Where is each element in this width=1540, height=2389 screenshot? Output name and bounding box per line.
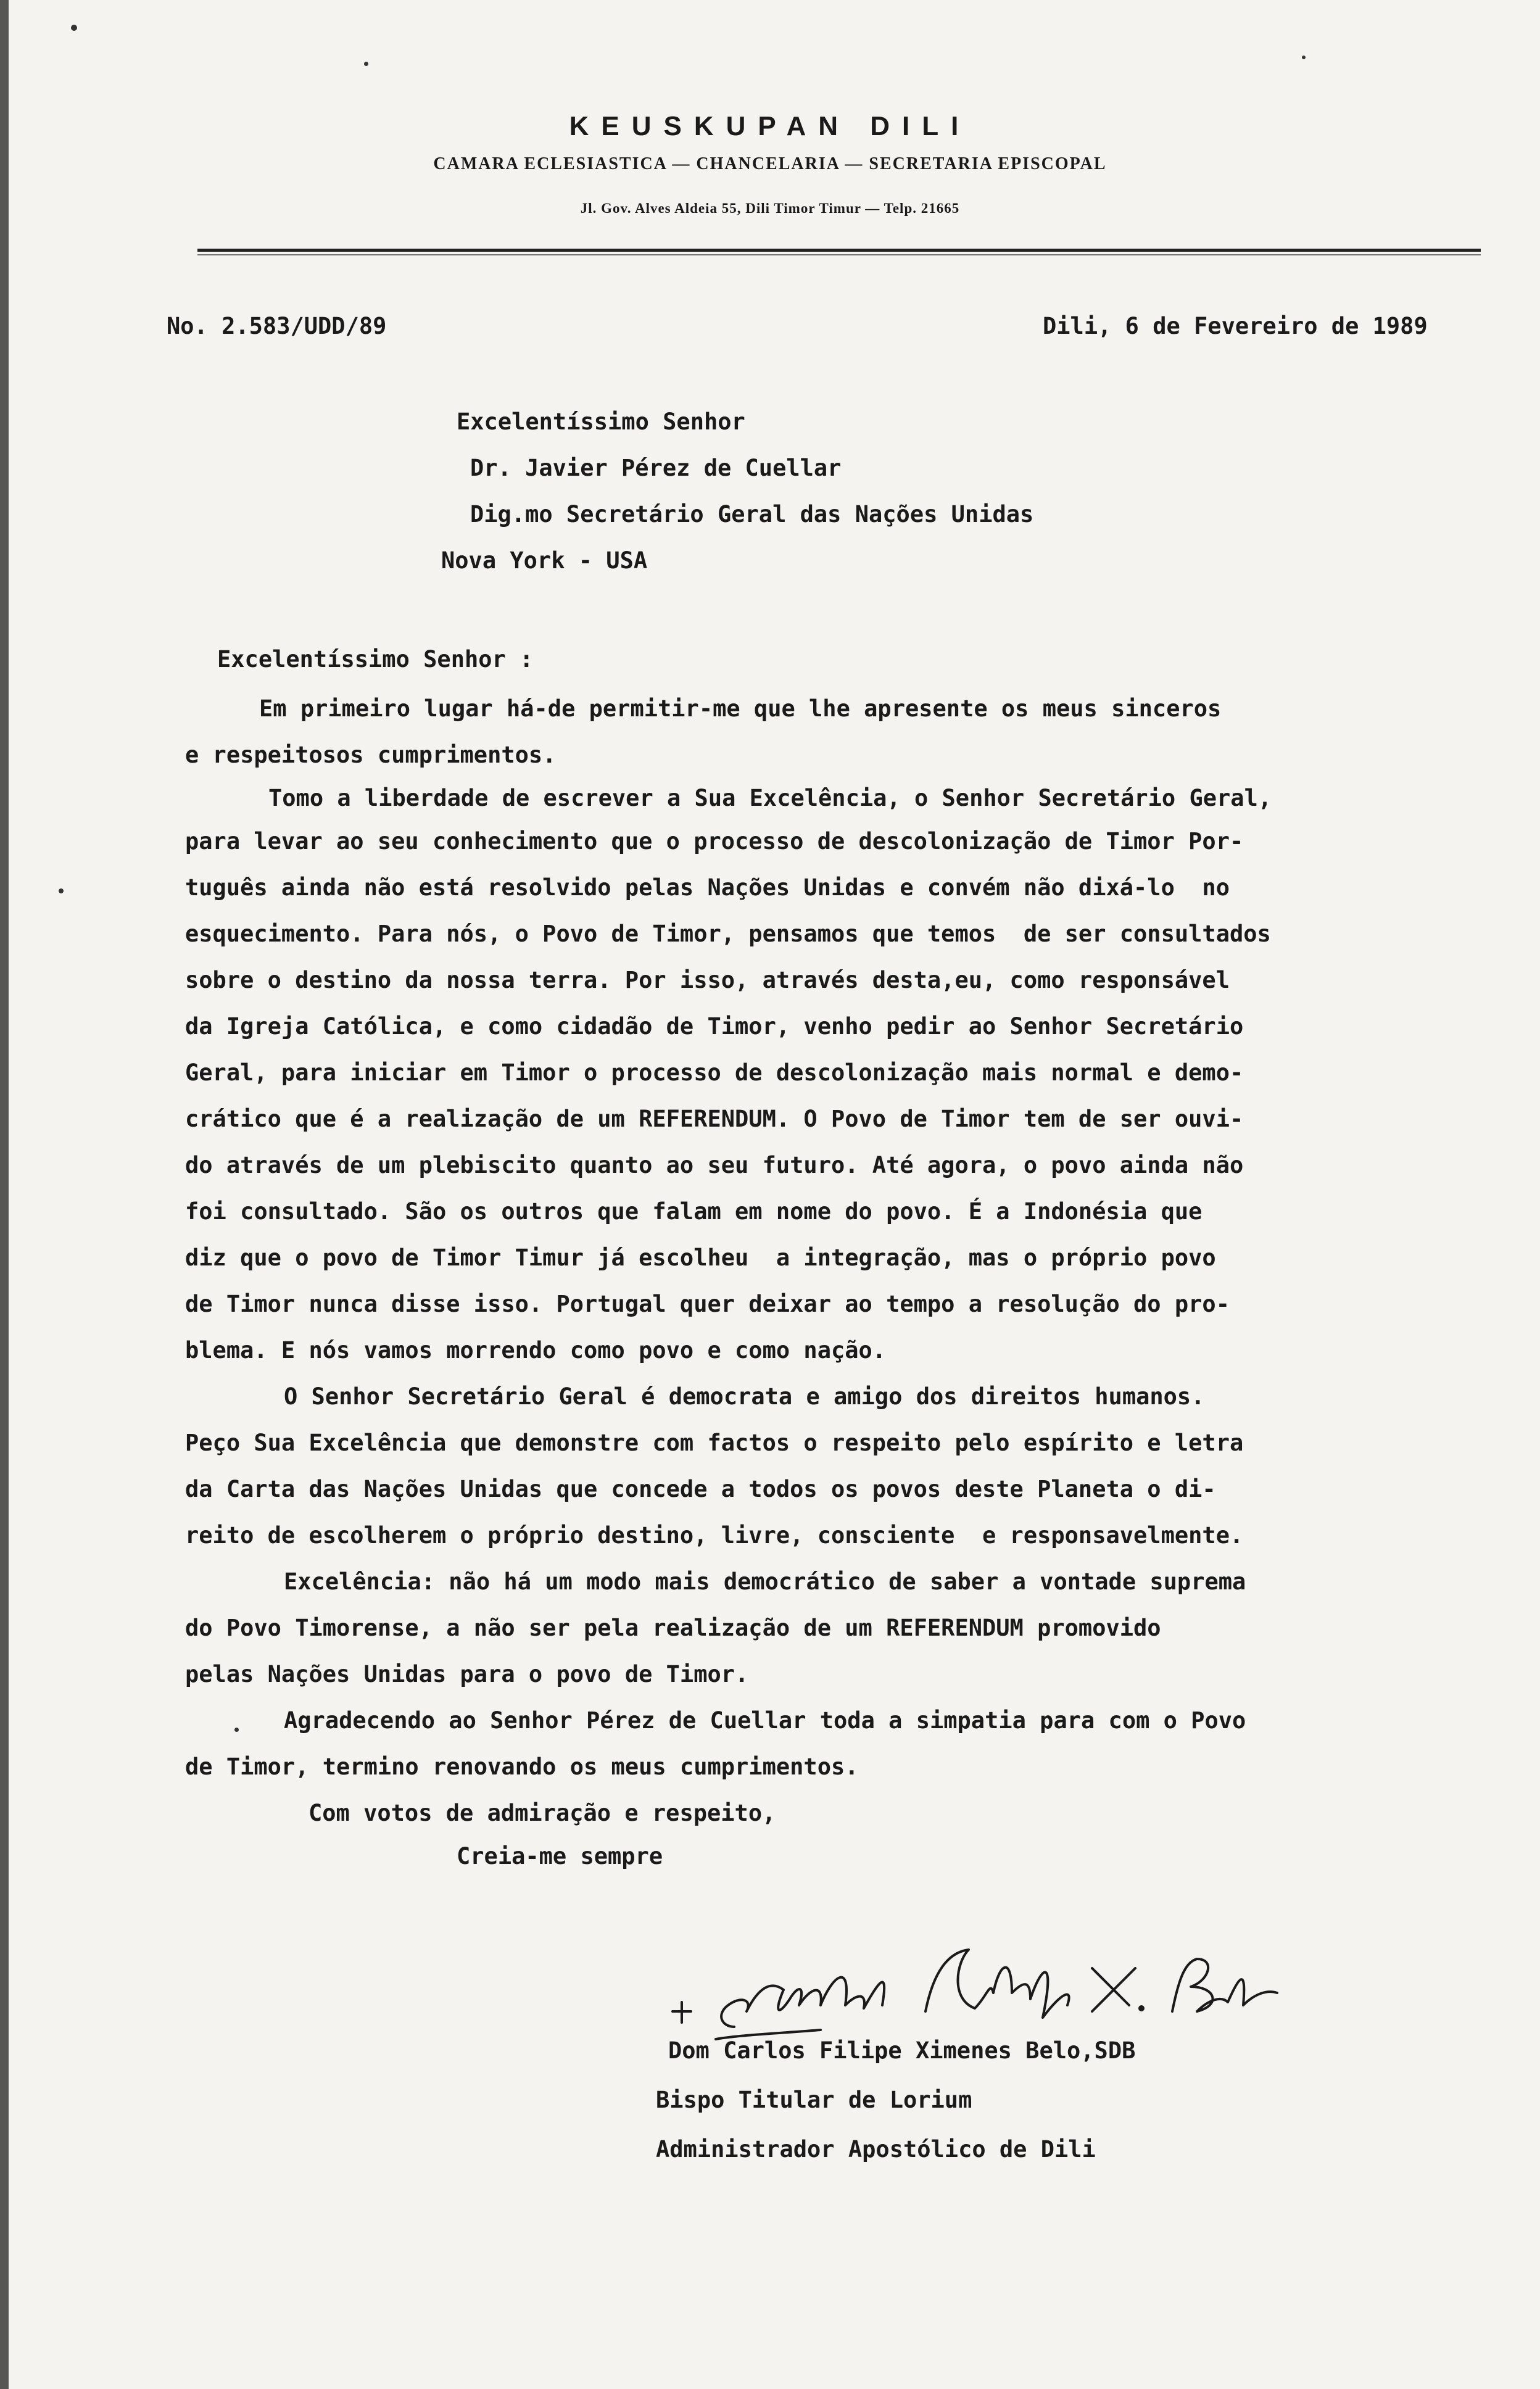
- body-line: crático que é a realização de um REFERENDUM. O Povo de Timor tem de ser ouvi-: [185, 1106, 1244, 1132]
- body-line: Peço Sua Excelência que demonstre com factos o respeito pelo espírito e letra: [185, 1430, 1244, 1456]
- scan-speck: [71, 25, 77, 31]
- scan-edge: [0, 0, 9, 2389]
- body-line: Excelência: não há um modo mais democrático de saber a vontade suprema: [284, 1568, 1246, 1595]
- signature: [666, 1925, 1283, 2048]
- letterhead-rule-thin: [197, 254, 1481, 255]
- body-line: esquecimento. Para nós, o Povo de Timor, pensamos que temos de ser consultados: [185, 921, 1271, 947]
- body-line: tuguês ainda não está resolvido pelas Nações Unidas e convém não dixá-lo no: [185, 874, 1230, 901]
- signatory-name: Dom Carlos Filipe Ximenes Belo,SDB: [668, 2037, 1136, 2064]
- body-line: reito de escolherem o próprio destino, livre, consciente e responsavelmente.: [185, 1522, 1244, 1549]
- recipient-line: Excelentíssimo Senhor: [457, 408, 745, 435]
- signatory-role: Administrador Apostólico de Dili: [656, 2136, 1096, 2163]
- scan-speck: [59, 888, 64, 893]
- body-line: O Senhor Secretário Geral é democrata e amigo dos direitos humanos.: [284, 1383, 1205, 1410]
- letterhead-address: Jl. Gov. Alves Aldeia 55, Dili Timor Timur — Telp. 21665: [580, 201, 960, 216]
- recipient-line: Dig.mo Secretário Geral das Nações Unidas: [470, 501, 1034, 528]
- body-line: Com votos de admiração e respeito,: [308, 1800, 776, 1826]
- date-line: Dili, 6 de Fevereiro de 1989: [1043, 313, 1428, 339]
- salutation: Excelentíssimo Senhor :: [217, 646, 534, 673]
- reference-number: No. 2.583/UDD/89: [167, 313, 387, 339]
- letterhead-subtitle: CAMARA ECLESIASTICA — CHANCELARIA — SECRETARIA EPISCOPAL: [433, 154, 1107, 173]
- body-line: pelas Nações Unidas para o povo de Timor.: [185, 1661, 749, 1687]
- recipient-line: Nova York - USA: [441, 547, 648, 574]
- body-line: blema. E nós vamos morrendo como povo e como nação.: [185, 1337, 887, 1364]
- body-line: Geral, para iniciar em Timor o processo de descolonização mais normal e demo-: [185, 1059, 1244, 1086]
- letterhead-rule: [197, 249, 1481, 252]
- body-line: Agradecendo ao Senhor Pérez de Cuellar toda a simpatia para com o Povo: [284, 1707, 1246, 1734]
- scan-speck: [234, 1728, 239, 1732]
- body-line: Em primeiro lugar há-de permitir-me que lhe apresente os meus sinceros: [259, 695, 1222, 722]
- body-line: do através de um plebiscito quanto ao seu futuro. Até agora, o povo ainda não: [185, 1152, 1244, 1178]
- body-line: sobre o destino da nossa terra. Por isso, através desta,eu, como responsável: [185, 967, 1230, 993]
- body-line: Creia-me sempre: [457, 1843, 663, 1869]
- signatory-title: Bispo Titular de Lorium: [656, 2087, 972, 2113]
- body-line: do Povo Timorense, a não ser pela realização de um REFERENDUM promovido: [185, 1615, 1161, 1641]
- body-line: da Igreja Católica, e como cidadão de Timor, venho pedir ao Senhor Secretário: [185, 1013, 1244, 1040]
- body-line: Tomo a liberdade de escrever a Sua Excelência, o Senhor Secretário Geral,: [268, 785, 1272, 811]
- body-line: e respeitosos cumprimentos.: [185, 742, 557, 768]
- scan-speck: [364, 62, 368, 66]
- recipient-line: Dr. Javier Pérez de Cuellar: [470, 455, 842, 481]
- body-line: diz que o povo de Timor Timur já escolheu a integração, mas o próprio povo: [185, 1244, 1216, 1271]
- body-line: de Timor nunca disse isso. Portugal quer deixar ao tempo a resolução do pro-: [185, 1291, 1230, 1317]
- body-line: para levar ao seu conhecimento que o processo de descolonização de Timor Por-: [185, 828, 1244, 855]
- letterhead-title: KEUSKUPAN DILI: [569, 111, 971, 141]
- scan-speck: [1302, 56, 1306, 59]
- body-line: foi consultado. São os outros que falam em nome do povo. É a Indonésia que: [185, 1198, 1203, 1225]
- body-line: de Timor, termino renovando os meus cumprimentos.: [185, 1753, 859, 1780]
- body-line: da Carta das Nações Unidas que concede a todos os povos deste Planeta o di-: [185, 1476, 1216, 1502]
